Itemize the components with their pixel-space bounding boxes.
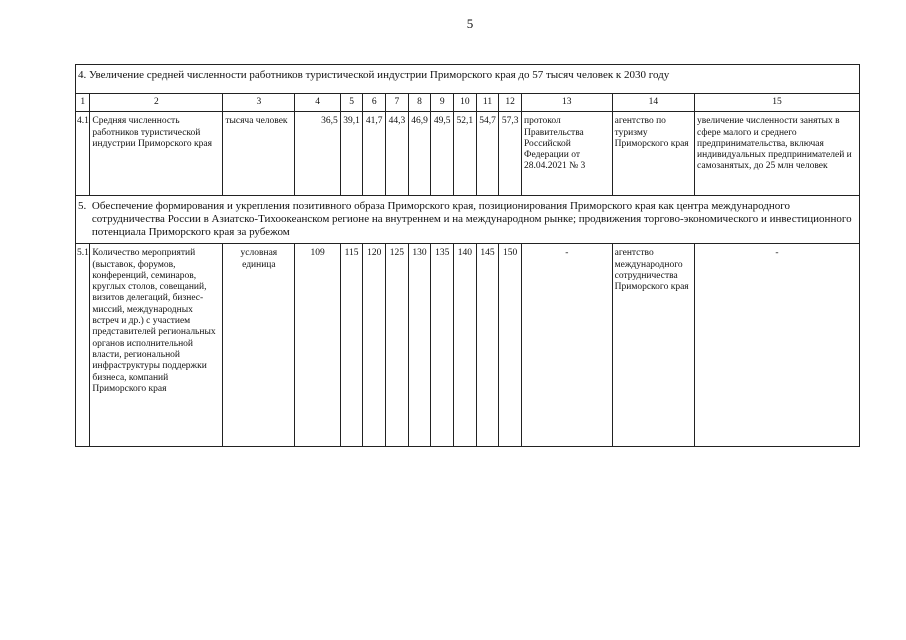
column-number: 2 xyxy=(90,94,223,112)
row-number: 4.1 xyxy=(76,112,90,196)
base-value: 36,5 xyxy=(295,112,340,196)
responsible-agency: агентство международного сотрудничества Приморского края xyxy=(612,244,694,447)
year-value: 39,1 xyxy=(340,112,363,196)
indicator-name: Количество мероприятий (выставок, форумов, конференций, семинаров, круглых столов, совещаний, визитов делегаций, бизнес-миссий, международных встреч и др.) с участием представителей региональных органов исполнительной власти, региональной инфраструктуры поддержки бизнеса, компаний Приморского края xyxy=(90,244,223,447)
column-number: 10 xyxy=(454,94,477,112)
column-number: 3 xyxy=(223,94,295,112)
year-value: 140 xyxy=(454,244,477,447)
section-5-number: 5. xyxy=(76,196,90,244)
column-number: 9 xyxy=(431,94,454,112)
year-value: 125 xyxy=(386,244,409,447)
table-row xyxy=(76,112,860,196)
indicator-name: Средняя численность работников туристической индустрии Приморского края xyxy=(90,112,223,196)
column-number: 13 xyxy=(521,94,612,112)
year-value: 130 xyxy=(408,244,431,447)
unit-of-measure: тысяча человек xyxy=(223,112,295,196)
column-number: 8 xyxy=(408,94,431,112)
column-number: 6 xyxy=(363,94,386,112)
basis-document: протокол Правительства Российской Федерации от 28.04.2021 № 3 xyxy=(521,112,612,196)
year-value: 57,3 xyxy=(499,112,522,196)
section-5-title: Обеспечение формирования и укрепления позитивного образа Приморского края, позиционирования Приморского края как центра международного сотрудничества России в Азиатско-Тихоокеанском регионе на внутреннем и на международном рынке; продвижения торгово-экономического и инвестиционного потенциала Приморского края за рубежом xyxy=(90,196,860,244)
section-4-row xyxy=(76,65,860,94)
year-value: 145 xyxy=(476,244,499,447)
year-value: 41,7 xyxy=(363,112,386,196)
year-value: 52,1 xyxy=(454,112,477,196)
column-number: 12 xyxy=(499,94,522,112)
year-value: 54,7 xyxy=(476,112,499,196)
column-number: 5 xyxy=(340,94,363,112)
column-numbers-row xyxy=(76,94,860,112)
column-number: 15 xyxy=(695,94,860,112)
basis-document: - xyxy=(521,244,612,447)
column-number: 1 xyxy=(76,94,90,112)
unit-of-measure: условная единица xyxy=(223,244,295,447)
section-4-title: 4. Увеличение средней численности работников туристической индустрии Приморского края до 57 тысяч человек к 2030 году xyxy=(76,65,860,94)
column-number: 11 xyxy=(476,94,499,112)
column-number: 7 xyxy=(386,94,409,112)
section-5-row xyxy=(76,196,860,244)
row-number: 5.1 xyxy=(76,244,90,447)
year-value: 120 xyxy=(363,244,386,447)
table-row xyxy=(76,244,860,447)
responsible-agency: агентство по туризму Приморского края xyxy=(612,112,694,196)
indicator-note: - xyxy=(695,244,860,447)
column-number: 14 xyxy=(612,94,694,112)
year-value: 150 xyxy=(499,244,522,447)
base-value: 109 xyxy=(295,244,340,447)
year-value: 44,3 xyxy=(386,112,409,196)
column-number: 4 xyxy=(295,94,340,112)
page-number: 5 xyxy=(466,16,474,31)
indicator-note: увеличение численности занятых в сфере малого и среднего предпринимательства, включая индивидуальных предпринимателей и самозанятых, до 25 млн человек xyxy=(695,112,860,196)
year-value: 49,5 xyxy=(431,112,454,196)
indicators-table xyxy=(75,64,860,447)
year-value: 115 xyxy=(340,244,363,447)
year-value: 135 xyxy=(431,244,454,447)
year-value: 46,9 xyxy=(408,112,431,196)
